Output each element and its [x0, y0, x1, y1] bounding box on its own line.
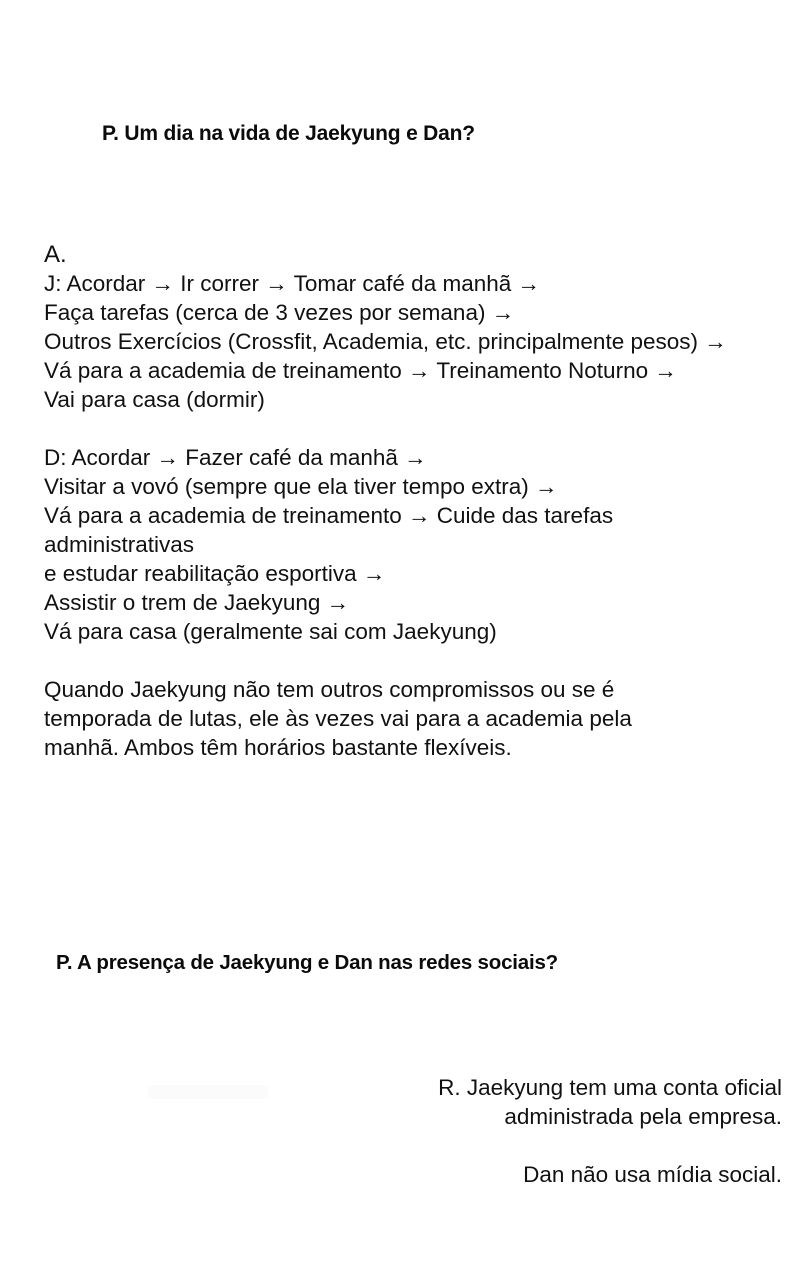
- routine-spacer: [44, 414, 784, 443]
- social-answer-spacer: [242, 1131, 782, 1160]
- closing-spacer: [44, 646, 784, 675]
- closing-note: Quando Jaekyung não tem outros compromissos ou se é temporada de lutas, ele às vezes vai para a academia pela manhã. Ambos têm horários bastante flexíveis.: [44, 677, 632, 760]
- routine-line: Outros Exercícios (Crossfit, Academia, etc. principalmente pesos) →: [44, 329, 727, 354]
- question-daily-life: P. Um dia na vida de Jaekyung e Dan?: [102, 122, 475, 145]
- routine-line: administrativas: [44, 532, 195, 557]
- routine-line: D: Acordar → Fazer café da manhã →: [44, 445, 427, 470]
- routine-line: Vai para casa (dormir): [44, 387, 265, 412]
- jaekyung-routine-list: [44, 269, 784, 414]
- answer-label: A.: [44, 241, 67, 268]
- social-answer-line: Dan não usa mídia social.: [523, 1162, 782, 1187]
- question-social-media: P. A presença de Jaekyung e Dan nas redes sociais?: [56, 951, 558, 974]
- social-answer-line: administrada pela empresa.: [504, 1104, 782, 1129]
- routine-line: e estudar reabilitação esportiva →: [44, 561, 386, 586]
- routine-line: Faça tarefas (cerca de 3 vezes por semana) →: [44, 300, 515, 325]
- answer-daily-life: [44, 240, 784, 762]
- routine-line: J: Acordar → Ir correr → Tomar café da manhã →: [44, 271, 541, 296]
- routine-line: Vá para casa (geralmente sai com Jaekyung): [44, 619, 497, 644]
- dan-routine-list: [44, 443, 784, 646]
- routine-line: Vá para a academia de treinamento → Cuide das tarefas: [44, 503, 614, 528]
- routine-line: Vá para a academia de treinamento → Treinamento Noturno →: [44, 358, 677, 383]
- routine-line: Assistir o trem de Jaekyung →: [44, 590, 350, 615]
- routine-line: Visitar a vovó (sempre que ela tiver tempo extra) →: [44, 474, 558, 499]
- social-answer-line: R. Jaekyung tem uma conta oficial: [438, 1075, 782, 1100]
- answer-social-media: [242, 1073, 782, 1189]
